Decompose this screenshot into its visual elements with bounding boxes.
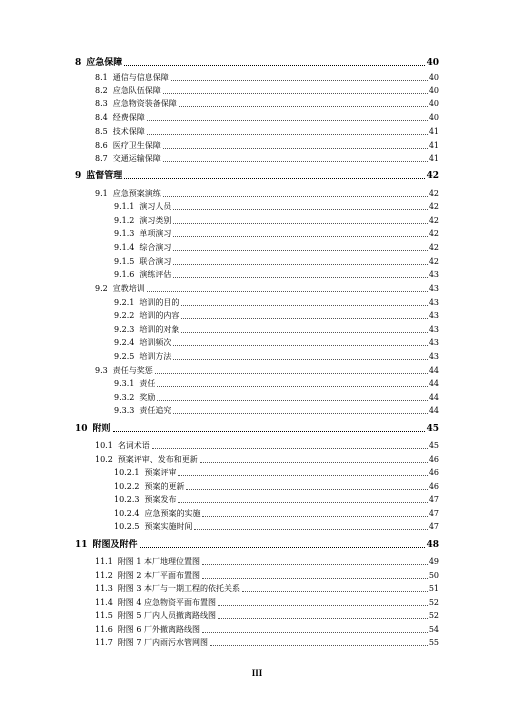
toc-entry-number: 9.3.3	[114, 406, 135, 415]
toc-entry-title: 名词术语	[117, 441, 150, 450]
dot-leader	[171, 80, 428, 81]
toc-entry-page: 41	[428, 154, 439, 163]
toc-entry-page: 45	[426, 424, 439, 434]
dot-leader	[179, 106, 428, 107]
dot-leader	[202, 516, 427, 517]
toc-entry[interactable]	[95, 610, 439, 622]
toc-entry-page: 44	[428, 366, 439, 375]
toc-entry[interactable]	[114, 494, 439, 506]
toc-entry-title: 技术保障	[112, 127, 145, 136]
toc-entry-page: 44	[428, 393, 439, 402]
dot-leader	[163, 148, 428, 149]
dot-leader	[200, 462, 428, 463]
toc-entry[interactable]	[95, 98, 439, 110]
dot-leader	[173, 277, 427, 278]
page-number: III	[251, 668, 263, 678]
toc-entry-number: 8.4	[95, 113, 108, 122]
toc-entry-page: 40	[428, 73, 439, 82]
toc-entry-number: 10.1	[95, 441, 113, 450]
toc-entry-number: 8	[75, 58, 82, 68]
toc-entry[interactable]	[75, 539, 439, 551]
toc-entry-number: 9.1.6	[114, 270, 135, 279]
toc-entry[interactable]	[95, 140, 439, 152]
toc-entry-page: 51	[428, 584, 439, 593]
toc-entry-page: 42	[428, 216, 439, 225]
dot-leader	[157, 386, 427, 387]
dot-leader	[113, 431, 426, 432]
toc-entry[interactable]	[114, 215, 439, 227]
toc-entry-number: 9.2.3	[114, 325, 135, 334]
toc-entry-number: 11.5	[95, 611, 113, 620]
toc-entry-number: 8.6	[95, 141, 108, 150]
toc-entry[interactable]	[95, 624, 439, 636]
toc-entry[interactable]	[114, 378, 439, 390]
toc-entry-title: 应急预案演练	[112, 189, 161, 198]
dot-leader	[194, 529, 427, 530]
dot-leader	[163, 93, 428, 94]
toc-entry[interactable]	[95, 112, 439, 124]
toc-entry-page: 42	[428, 202, 439, 211]
dot-leader	[163, 196, 428, 197]
toc-entry-page: 43	[428, 311, 439, 320]
toc-entry[interactable]	[114, 297, 439, 309]
toc-entry[interactable]	[114, 337, 439, 349]
toc-entry-page: 42	[428, 229, 439, 238]
dot-leader	[140, 547, 426, 548]
toc-entry[interactable]	[114, 351, 439, 363]
toc-entry-number: 11.1	[95, 557, 113, 566]
toc-entry-page: 46	[428, 482, 439, 491]
toc-entry-title: 附图 2 本厂平面布置图	[117, 571, 200, 580]
toc-entry-title: 附图 7 厂内雨污水管网图	[117, 638, 208, 647]
toc-entry-number: 8.5	[95, 127, 108, 136]
toc-entry[interactable]	[114, 256, 439, 268]
toc-entry-number: 11	[75, 540, 88, 550]
dot-leader	[163, 161, 428, 162]
toc-entry-page: 49	[428, 557, 439, 566]
toc-entry-title: 培训频次	[139, 338, 172, 347]
toc-entry-number: 9.2.2	[114, 311, 135, 320]
toc-entry-page: 42	[426, 171, 439, 181]
toc-entry-number: 9.2.5	[114, 352, 135, 361]
toc-entry-page: 47	[428, 509, 439, 518]
toc-entry-number: 9.1	[95, 189, 108, 198]
toc-entry-title: 预案实施时间	[144, 522, 193, 531]
dot-leader	[218, 605, 428, 606]
toc-entry-title: 责任与奖惩	[112, 366, 153, 375]
toc-entry-title: 经费保障	[112, 113, 145, 122]
toc-entry-title: 附图及附件	[92, 540, 138, 550]
toc-entry[interactable]	[114, 310, 439, 322]
dot-leader	[147, 120, 428, 121]
toc-entry-title: 培训方法	[139, 352, 172, 361]
toc-entry-title: 责任追究	[139, 406, 172, 415]
toc-entry-number: 11.3	[95, 584, 113, 593]
toc-entry-page: 43	[428, 325, 439, 334]
toc-entry-title: 附则	[92, 424, 111, 434]
toc-entry[interactable]	[114, 481, 439, 493]
toc-entry-title: 宣教培训	[112, 284, 145, 293]
toc-entry-number: 10	[75, 424, 88, 434]
toc-entry-title: 应急预案的实施	[144, 509, 201, 518]
dot-leader	[157, 400, 427, 401]
toc-entry-page: 40	[426, 58, 439, 68]
toc-entry-title: 预案的更新	[144, 482, 185, 491]
toc-entry[interactable]	[114, 521, 439, 533]
toc-entry[interactable]	[95, 126, 439, 138]
dot-leader	[210, 645, 428, 646]
toc-entry-page: 54	[428, 625, 439, 634]
toc-entry-page: 47	[428, 495, 439, 504]
toc-entry-number: 9.3	[95, 366, 108, 375]
toc-entry-page: 43	[428, 338, 439, 347]
dot-leader	[152, 448, 428, 449]
toc-entry-number: 9.3.2	[114, 393, 135, 402]
toc-entry-number: 10.2.3	[114, 495, 140, 504]
toc-entry[interactable]	[95, 365, 439, 377]
toc-entry-number: 9	[75, 171, 82, 181]
toc-entry-page: 55	[428, 638, 439, 647]
toc-entry-page: 40	[428, 86, 439, 95]
toc-entry-title: 演习人员	[139, 202, 172, 211]
toc-entry-title: 奖励	[139, 393, 156, 402]
toc-entry-number: 9.2	[95, 284, 108, 293]
toc-entry-page: 48	[426, 540, 439, 550]
toc-entry[interactable]	[95, 454, 439, 466]
toc-entry[interactable]	[75, 423, 439, 435]
toc-entry-number: 11.2	[95, 571, 113, 580]
toc-entry-number: 8.2	[95, 86, 108, 95]
toc-entry-number: 8.7	[95, 154, 108, 163]
toc-entry-page: 52	[428, 611, 439, 620]
toc-entry-title: 联合演习	[139, 257, 172, 266]
dot-leader	[242, 591, 428, 592]
dot-leader	[202, 632, 428, 633]
dot-leader	[181, 305, 427, 306]
toc-entry-page: 43	[428, 284, 439, 293]
toc-entry-number: 9.2.4	[114, 338, 135, 347]
toc-entry-page: 42	[428, 257, 439, 266]
dot-leader	[124, 65, 425, 66]
toc-entry-number: 9.2.1	[114, 298, 135, 307]
dot-leader	[181, 318, 427, 319]
dot-leader	[173, 413, 427, 414]
toc-entry-number: 9.1.1	[114, 202, 135, 211]
toc-entry[interactable]	[75, 170, 439, 182]
dot-leader	[147, 291, 428, 292]
toc-entry-number: 9.1.3	[114, 229, 135, 238]
toc-entry-number: 10.2.1	[114, 468, 140, 477]
toc-entry-number: 11.4	[95, 598, 113, 607]
toc-entry-page: 44	[428, 406, 439, 415]
dot-leader	[155, 373, 428, 374]
toc-entry-title: 综合演习	[139, 243, 172, 252]
dot-leader	[124, 178, 425, 179]
toc-entry[interactable]	[95, 283, 439, 295]
toc-entry-title: 培训的目的	[139, 298, 180, 307]
toc-entry-title: 应急队伍保障	[112, 86, 161, 95]
toc-entry-page: 43	[428, 270, 439, 279]
toc-entry[interactable]	[114, 242, 439, 254]
toc-entry[interactable]	[75, 57, 439, 69]
toc-entry-title: 预案发布	[144, 495, 177, 504]
toc-entry-title: 责任	[139, 379, 156, 388]
dot-leader	[218, 618, 428, 619]
toc-entry-page: 52	[428, 598, 439, 607]
toc-entry-title: 附图 4 应急物资平面布置图	[117, 598, 216, 607]
toc-entry-title: 培训的内容	[139, 311, 180, 320]
toc-entry-number: 10.2.5	[114, 522, 140, 531]
toc-entry-number: 10.2.2	[114, 482, 140, 491]
dot-leader	[173, 236, 427, 237]
toc-entry[interactable]	[95, 440, 439, 452]
toc-entry-title: 监督管理	[86, 171, 123, 181]
toc-entry[interactable]	[114, 392, 439, 404]
toc-entry[interactable]	[95, 72, 439, 84]
toc-entry-number: 8.1	[95, 73, 108, 82]
toc-entry-page: 46	[428, 468, 439, 477]
toc-entry[interactable]	[114, 405, 439, 417]
dot-leader	[173, 223, 427, 224]
toc-entry-title: 应急物资装备保障	[112, 99, 177, 108]
toc-entry[interactable]	[95, 556, 439, 568]
toc-entry-title: 预案评审、发布和更新	[117, 455, 198, 464]
toc-entry-number: 11.6	[95, 625, 113, 634]
toc-entry[interactable]	[95, 597, 439, 609]
dot-leader	[186, 489, 427, 490]
toc-entry-number: 9.3.1	[114, 379, 135, 388]
toc-entry-number: 9.1.4	[114, 243, 135, 252]
toc-entry-title: 附图 6 厂外撤离路线图	[117, 625, 200, 634]
toc-entry-title: 附图 1 本厂地理位置图	[117, 557, 200, 566]
toc-entry[interactable]	[114, 508, 439, 520]
toc-entry-title: 交通运输保障	[112, 154, 161, 163]
dot-leader	[202, 564, 428, 565]
toc-entry-page: 40	[428, 113, 439, 122]
toc-entry[interactable]	[95, 188, 439, 200]
dot-leader	[173, 264, 427, 265]
toc-entry-page: 42	[428, 243, 439, 252]
toc-entry[interactable]	[114, 467, 439, 479]
toc-entry-page: 41	[428, 141, 439, 150]
toc-entry-number: 9.1.2	[114, 216, 135, 225]
dot-leader	[173, 209, 427, 210]
dot-leader	[178, 502, 427, 503]
toc-entry-title: 应急保障	[86, 58, 123, 68]
toc-entry-number: 11.7	[95, 638, 113, 647]
toc-entry-title: 医疗卫生保障	[112, 141, 161, 150]
dot-leader	[202, 578, 428, 579]
toc-entry-page: 40	[428, 99, 439, 108]
toc-entry[interactable]	[114, 269, 439, 281]
toc-entry-title: 附图 5 厂内人员撤离路线图	[117, 611, 216, 620]
toc-entry-number: 10.2.4	[114, 509, 140, 518]
toc-entry[interactable]	[114, 324, 439, 336]
toc-entry-number: 8.3	[95, 99, 108, 108]
dot-leader	[178, 475, 427, 476]
toc-entry-title: 通信与信息保障	[112, 73, 169, 82]
toc-entry-page: 50	[428, 571, 439, 580]
dot-leader	[173, 345, 427, 346]
toc-entry-page: 45	[428, 441, 439, 450]
toc-entry[interactable]	[95, 637, 439, 649]
toc-entry[interactable]	[114, 201, 439, 213]
toc-entry-page: 47	[428, 522, 439, 531]
toc-entry[interactable]	[95, 570, 439, 582]
toc-entry-page: 41	[428, 127, 439, 136]
toc-entry-title: 预案评审	[144, 468, 177, 477]
toc-entry-page: 43	[428, 298, 439, 307]
toc-entry-number: 10.2	[95, 455, 113, 464]
toc-entry-page: 46	[428, 455, 439, 464]
toc-entry-title: 培训的对象	[139, 325, 180, 334]
toc-entry-page: 44	[428, 379, 439, 388]
toc-entry[interactable]	[95, 583, 439, 595]
toc-entry-page: 42	[428, 189, 439, 198]
toc-entry-title: 附图 3 本厂与一期工程的依托关系	[117, 584, 240, 593]
dot-leader	[173, 359, 427, 360]
toc-entry[interactable]	[114, 228, 439, 240]
toc-entry[interactable]	[95, 153, 439, 165]
toc-entry-title: 演习类别	[139, 216, 172, 225]
toc-entry[interactable]	[95, 85, 439, 97]
toc-entry-title: 演练评估	[139, 270, 172, 279]
dot-leader	[173, 250, 427, 251]
toc-entry-title: 单项演习	[139, 229, 172, 238]
dot-leader	[147, 134, 428, 135]
dot-leader	[181, 332, 427, 333]
toc-entry-page: 43	[428, 352, 439, 361]
toc-entry-number: 9.1.5	[114, 257, 135, 266]
